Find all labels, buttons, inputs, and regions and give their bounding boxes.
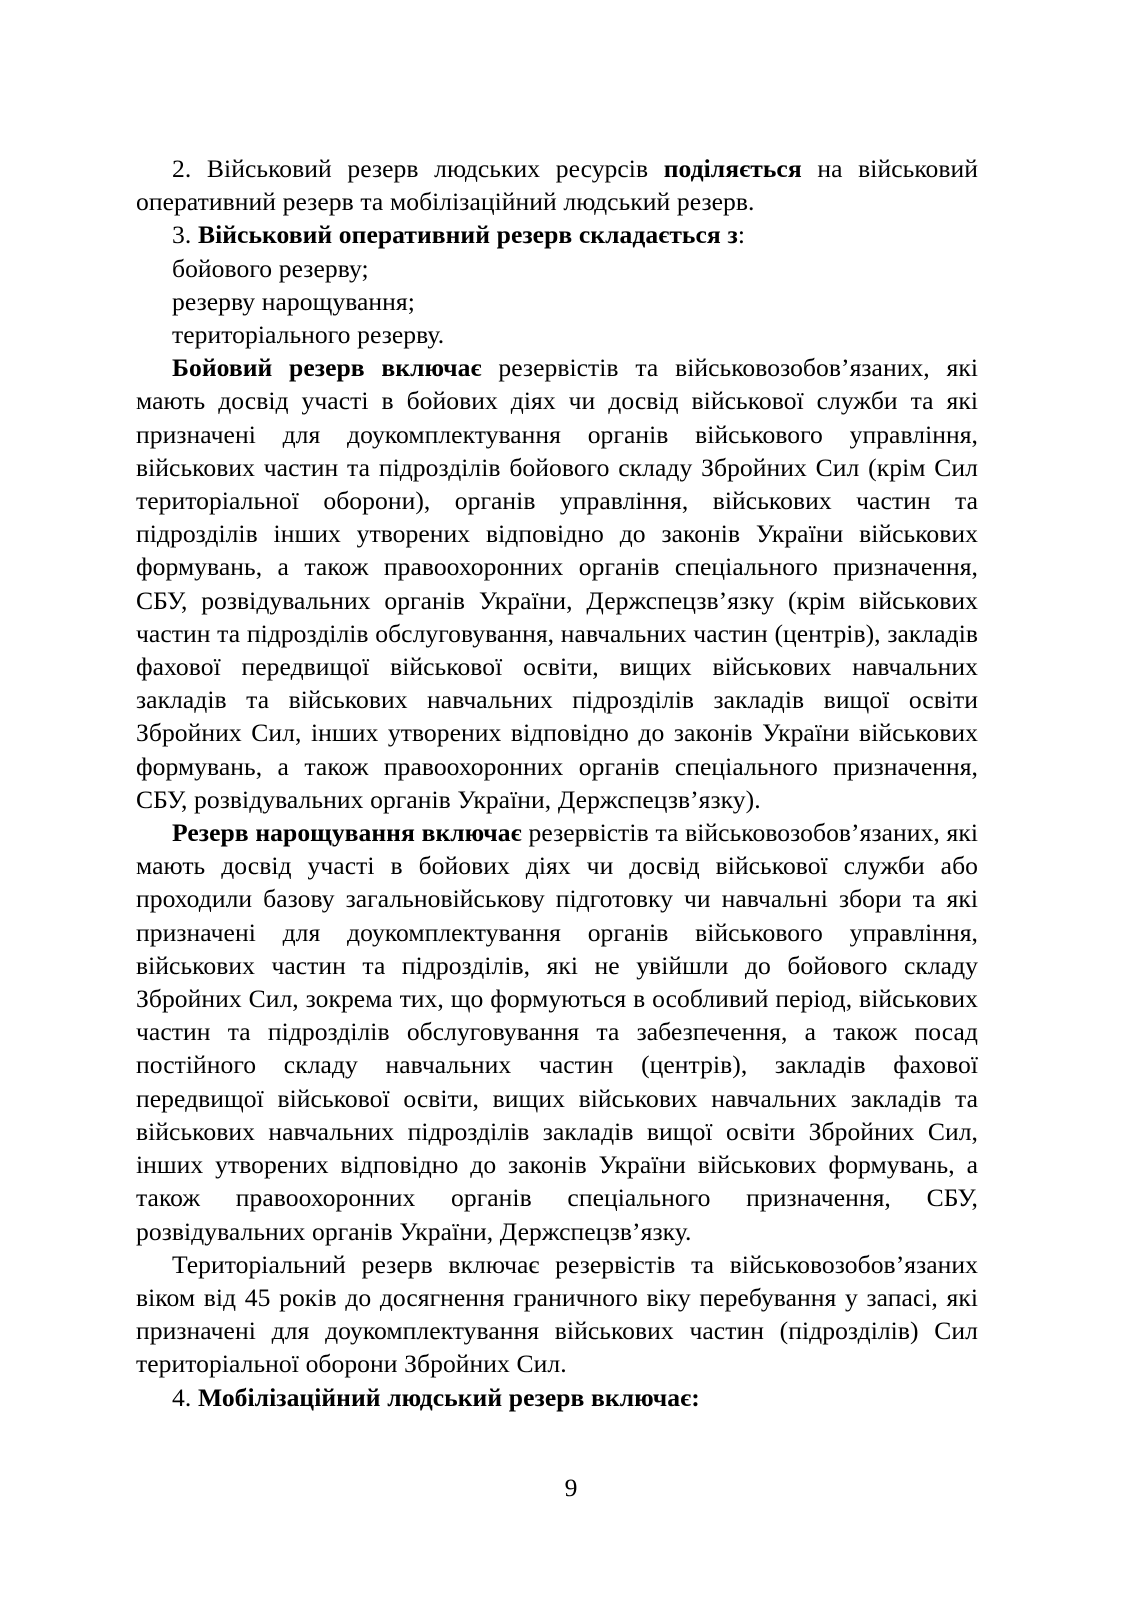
clause-2-run-1: поділяється xyxy=(663,154,802,183)
list-item-1-run-0: бойового резерву; xyxy=(172,253,369,283)
list-item-1 xyxy=(136,252,978,285)
para-augmentation-reserve-run-1: резервістів та військовозобов’язаних, які мають досвід участі в бойових діях чи досвід військової служби або проходили базову загальновійськову підготовку чи навчальні збори та які призначені для доукомплектування органів військового управління, військових частин та підрозділів, які не увійшли до бойового складу Збройних Сил, зокрема тих, що формуються в особливий період, військових частин та підрозділів обслуговування та забезпечення, а також посад постійного складу навчальних частин (центрів), закладів фахової передвищої військової освіти, вищих військових навчальних закладів та військових навчальних підрозділів закладів вищої освіти Збройних Сил, інших утворених відповідно до законів України військових формувань, а також правоохоронних органів спеціального призначення, СБУ, розвідувальних органів України, Держспецзв’язку. xyxy=(136,818,979,1246)
clause-2 xyxy=(136,152,978,218)
para-combat-reserve-run-1: резервістів та військовозобов’язаних, які мають досвід участі в бойових діях чи досвід військової служби та які призначені для доукомплектування органів військового управління, військових частин та підрозділів бойового складу Збройних Сил (крім Сил територіальної оборони), органів управління, військових частин та підрозділів інших утворених відповідно до законів України військових формувань, а також правоохоронних органів спеціального призначення, СБУ, розвідувальних органів України, Держспецзв’язку (крім військових частин та підрозділів обслуговування, навчальних частин (центрів), закладів фахової передвищої військової освіти, вищих військових навчальних закладів та військових навчальних підрозділів закладів вищої освіти Збройних Сил, інших утворених відповідно до законів України військових формувань, а також правоохоронних органів спеціального призначення, СБУ, розвідувальних органів України, Держспецзв’язку). xyxy=(136,353,978,814)
para-combat-reserve xyxy=(136,351,978,816)
page-number: 9 xyxy=(564,1473,578,1502)
para-territorial-reserve xyxy=(136,1248,978,1381)
clause-4-run-1: Мобілізаційний людський резерв включає: xyxy=(197,1382,700,1412)
list-item-2 xyxy=(136,285,978,318)
para-augmentation-reserve-run-0: Резерв нарощування включає xyxy=(172,818,522,848)
clause-3-run-0: 3. xyxy=(172,220,198,250)
para-territorial-reserve-run-0: Територіальний резерв включає резервістів та військовозобов’язаних віком від 45 років до досягнення граничного віку перебування у запасі, які призначені для доукомплектування військових частин (підрозділів) Сил територіальної оборони Збройних Сил. xyxy=(136,1249,978,1379)
clause-4 xyxy=(136,1381,978,1414)
clause-3-run-2: : xyxy=(737,220,745,250)
list-item-3 xyxy=(136,318,978,351)
clause-3-run-1: Військовий оперативний резерв складається з xyxy=(197,220,738,250)
clause-4-run-0: 4. xyxy=(172,1382,198,1412)
list-item-2-run-0: резерву нарощування; xyxy=(172,286,415,316)
clause-2-run-2: на військовий оперативний резерв та мобілізаційний людський резерв. xyxy=(136,154,978,217)
clause-2-run-0: 2. Військовий резерв людських ресурсів xyxy=(172,154,664,183)
page-body-text xyxy=(136,152,978,1414)
para-augmentation-reserve xyxy=(136,816,978,1248)
list-item-3-run-0: територіального резерву. xyxy=(172,320,445,350)
para-combat-reserve-run-0: Бойовий резерв включає xyxy=(172,353,482,383)
clause-3 xyxy=(136,218,978,251)
